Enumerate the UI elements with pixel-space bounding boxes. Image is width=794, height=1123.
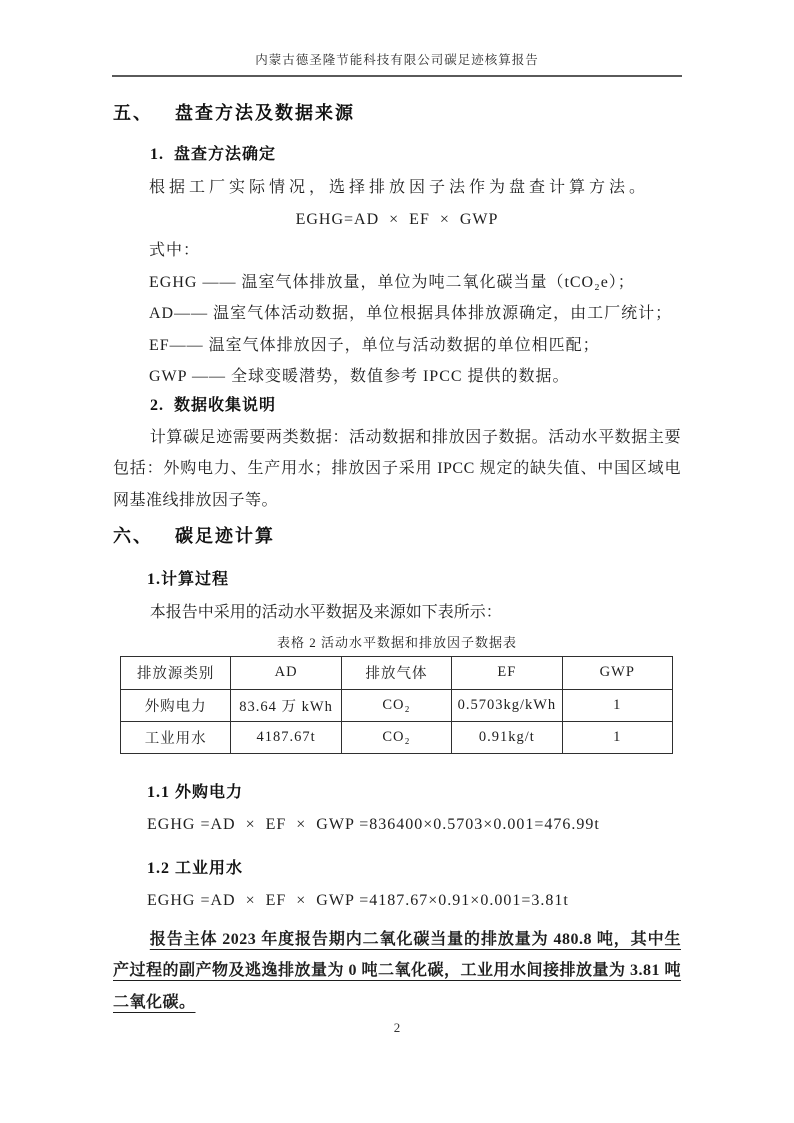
col-header-ad: AD: [231, 656, 341, 689]
cell-ad: 83.64 万 kWh: [231, 689, 341, 721]
section-5-sub-2-heading: 2. 数据收集说明: [150, 396, 277, 414]
table-row: [121, 721, 673, 753]
cell-gas: CO₂: [341, 689, 451, 721]
calc-process-heading: 1.计算过程: [147, 571, 230, 588]
col-header-gas: 排放气体: [341, 656, 451, 689]
definition-ef: EF—— 温室气体排放因子，单位与活动数据的单位相匹配；: [149, 336, 600, 354]
formula-electricity: EGHG =AD × EF × GWP =836400×0.5703×0.001=476.99t: [147, 815, 600, 833]
section-6-number: 六、: [113, 526, 153, 546]
cell-source: 工业用水: [121, 721, 231, 753]
paragraph-table-intro: 本报告中采用的活动水平数据及来源如下表所示：: [149, 604, 502, 621]
cell-gas: CO₂: [341, 721, 451, 753]
section-5-number: 五、: [113, 103, 153, 123]
sub-1-2-heading: 1.2 工业用水: [147, 860, 244, 877]
cell-gwp: 1: [562, 721, 672, 753]
page-number: 2: [393, 1020, 401, 1035]
section-5-title: 盘查方法及数据来源: [175, 103, 355, 123]
formula-main: EGHG=AD × EF × GWP: [295, 210, 499, 228]
page-header: [112, 50, 682, 77]
formula-water: EGHG =AD × EF × GWP =4187.67×0.91×0.001=3.81t: [147, 892, 569, 909]
definition-eghg: EGHG —— 温室气体排放量，单位为吨二氧化碳当量（tCO₂e）；: [149, 273, 635, 291]
col-header-ef: EF: [452, 656, 562, 689]
col-header-emission-source: 排放源类别: [121, 656, 231, 689]
section-5-heading: [113, 100, 681, 126]
paragraph-method-choice: 根据工厂实际情况，选择排放因子法作为盘查计算方法。: [149, 179, 650, 196]
cell-ef: 0.91kg/t: [452, 721, 562, 753]
document-body: [113, 88, 681, 1018]
paragraph-conclusion: 报告主体 2023 年度报告期内二氧化碳当量的排放量为 480.8 吨，其中生产过程的副产物及逃逸排放量为 0 吨二氧化碳，工业用水间接排放量为 3.81 吨二氧化碳。: [113, 930, 682, 1011]
definition-ad: AD—— 温室气体活动数据，单位根据具体排放源确定，由工厂统计；: [149, 305, 673, 322]
cell-ef: 0.5703kg/kWh: [452, 689, 562, 721]
cell-ad: 4187.67t: [231, 721, 341, 753]
sub-1-1-heading: 1.1 外购电力: [147, 783, 244, 801]
table-row: [121, 689, 673, 721]
where-label: 式中：: [149, 242, 201, 259]
table-header-row: [121, 656, 673, 689]
section-6-title: 碳足迹计算: [175, 526, 275, 546]
cell-gwp: 1: [562, 689, 672, 721]
header-title: 内蒙古德圣隆节能科技有限公司碳足迹核算报告: [255, 53, 539, 67]
activity-data-table: [120, 656, 673, 754]
definition-gwp: GWP —— 全球变暖潜势，数值参考 IPCC 提供的数据。: [149, 368, 570, 385]
section-5-sub-1-heading: 1. 盘查方法确定: [150, 146, 277, 163]
section-6-heading: [113, 523, 681, 549]
cell-source: 外购电力: [121, 689, 231, 721]
paragraph-data-collection: 计算碳足迹需要两类数据：活动数据和排放因子数据。活动水平数据主要包括：外购电力、生产用水；排放因子采用 IPCC 规定的缺失值、中国区域电网基准线排放因子等。: [113, 428, 681, 509]
col-header-gwp: GWP: [562, 656, 672, 689]
table-caption: 表格 2 活动水平数据和排放因子数据表: [276, 634, 517, 650]
